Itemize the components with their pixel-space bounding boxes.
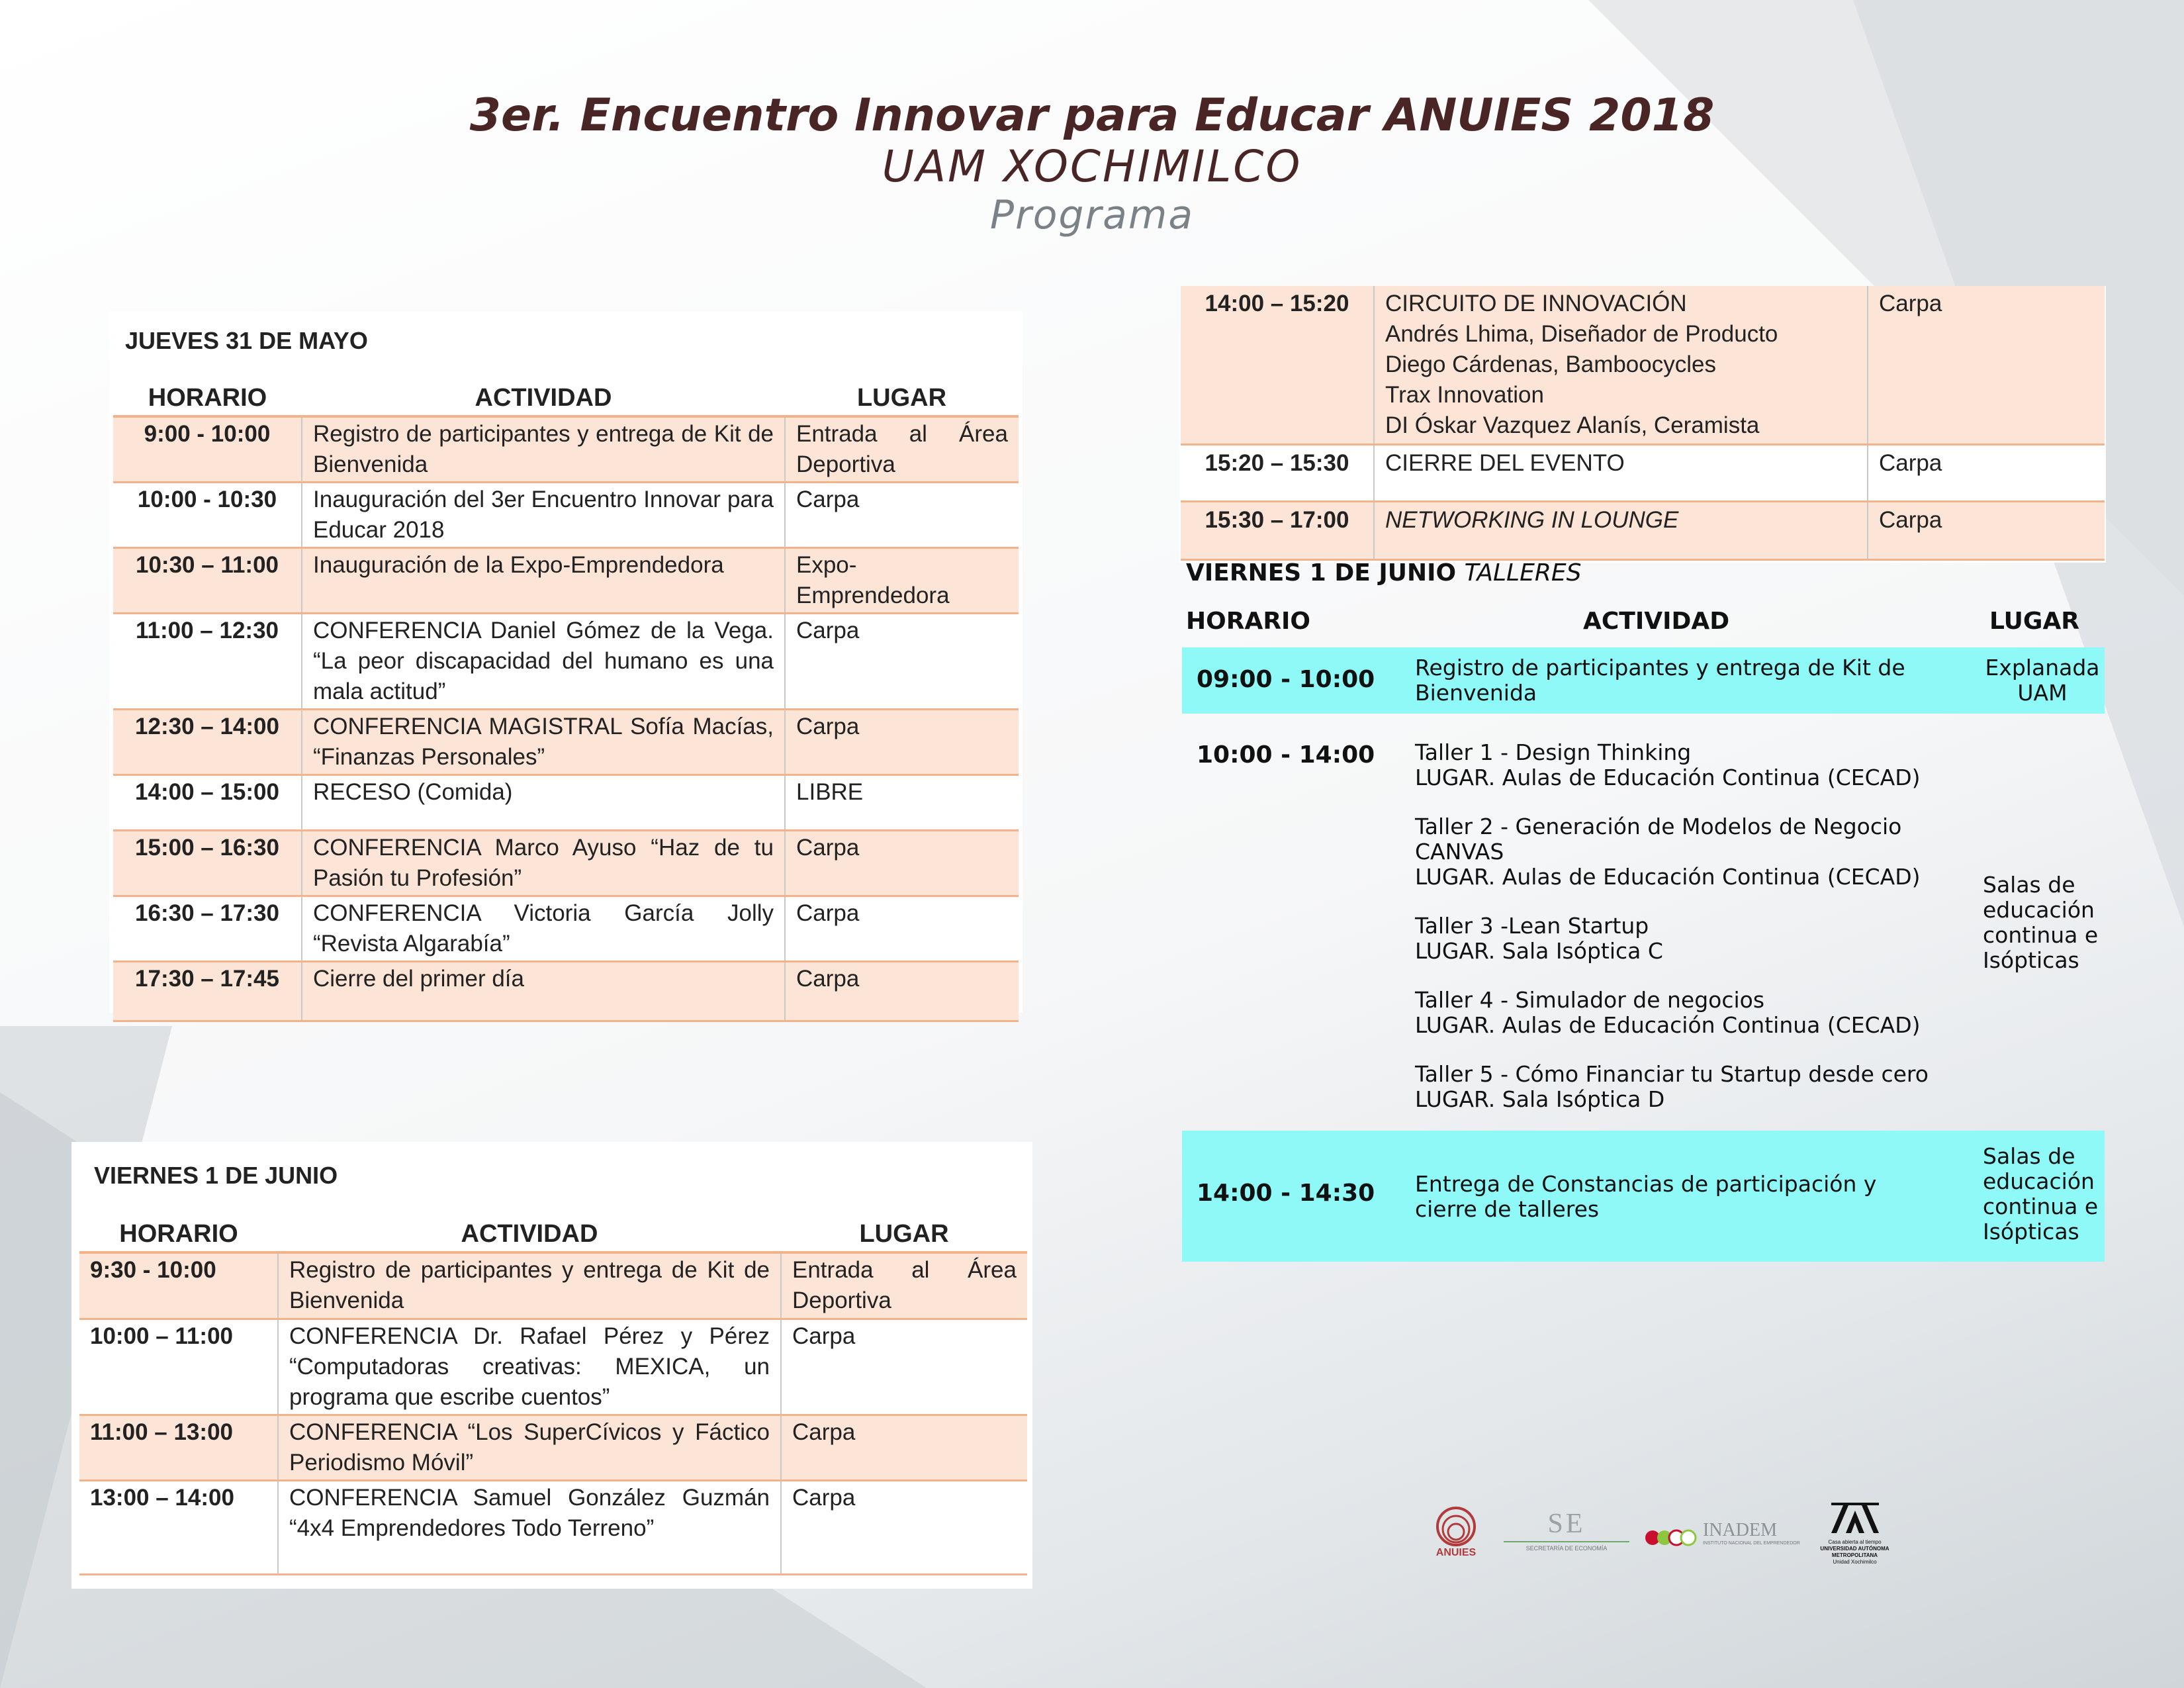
taller-line: Taller 2 - Generación de Modelos de Negocio (1415, 814, 1902, 839)
row-activity: CONFERENCIA “Los SuperCívicos y Fáctico Periodismo Móvil” (278, 1415, 781, 1480)
row-place (1983, 1144, 2102, 1244)
sponsor-logos (1430, 1503, 1893, 1575)
column-header-horario: HORARIO (113, 384, 302, 416)
row-time: 10:00 - 14:00 (1197, 741, 1375, 769)
viernes-tarde-panel (1179, 286, 2106, 563)
table-row (79, 1252, 1027, 1319)
page-header (0, 89, 2184, 239)
jueves-panel (109, 311, 1023, 1013)
row-activity: CONFERENCIA Dr. Rafael Pérez y Pérez “Computadoras creativas: MEXICA, un programa que escribe cuentos” (278, 1319, 781, 1415)
row-time: 11:00 – 12:30 (113, 614, 302, 710)
row-place: Carpa (1868, 502, 2105, 560)
row-time: 10:00 – 11:00 (79, 1319, 278, 1415)
row-activity: NETWORKING IN LOUNGE (1374, 502, 1868, 560)
column-header-lugar: LUGAR (785, 384, 1019, 416)
inadem-label: INADEM (1703, 1520, 1777, 1540)
row-activity: Registro de participantes y entrega de Kit de Bienvenida (278, 1252, 781, 1319)
taller-line: Taller 3 -Lean Startup (1415, 913, 1649, 939)
activity-line: DI Óskar Vazquez Alanís, Ceramista (1385, 412, 1760, 438)
taller-line: Taller 1 - Design Thinking (1415, 739, 1692, 765)
column-header-actividad: ACTIVIDAD (1583, 608, 1730, 635)
activity-line: Diego Cárdenas, Bamboocycles (1385, 352, 1716, 377)
table-row (113, 831, 1019, 896)
uam-logo (1817, 1503, 1893, 1566)
se-logo (1504, 1508, 1629, 1552)
taller-line: LUGAR. Aulas de Educación Continua (CECAD) (1415, 765, 1921, 790)
page-title: 3er. Encuentro Innovar para Educar ANUIES 2018 (469, 89, 1715, 142)
taller-line: LUGAR. Aulas de Educación Continua (CECAD) (1415, 864, 1921, 890)
row-time: 15:20 – 15:30 (1181, 445, 1374, 502)
row-place: Carpa (1868, 286, 2105, 445)
row-time: 09:00 - 10:00 (1197, 666, 1375, 693)
section-title-talleres (1186, 559, 2105, 586)
row-activity: Inauguración del 3er Encuentro Innovar para Educar 2018 (302, 483, 785, 548)
viernes-panel (71, 1142, 1032, 1589)
column-header-lugar: LUGAR (781, 1220, 1027, 1252)
row-activity: Inauguración de la Expo-Emprendedora (302, 548, 785, 614)
row-activity: CIERRE DEL EVENTO (1374, 445, 1868, 502)
uam-emblem-icon (1829, 1503, 1882, 1536)
row-place: Carpa (781, 1480, 1027, 1574)
row-time: 9:00 - 10:00 (113, 416, 302, 483)
talleres-day: VIERNES 1 DE JUNIO (1186, 559, 1457, 586)
row-place: Carpa (785, 614, 1019, 710)
uam-line: Unidad Xochimilco (1833, 1559, 1877, 1565)
se-label: SE (1547, 1509, 1586, 1539)
place-line: Salas de (1983, 872, 2075, 898)
column-header-horario: HORARIO (79, 1220, 278, 1252)
row-time: 16:30 – 17:30 (113, 896, 302, 962)
schedule-table-viernes (79, 1220, 1027, 1575)
row-place: Expo-Emprendedora (785, 548, 1019, 614)
column-header-lugar: LUGAR (1989, 608, 2080, 635)
row-place: Carpa (1868, 445, 2105, 502)
row-place: Entrada al Área Deportiva (781, 1252, 1027, 1319)
row-time: 13:00 – 14:00 (79, 1480, 278, 1574)
column-header-horario: HORARIO (1186, 608, 1311, 635)
table-row (113, 710, 1019, 775)
table-row (79, 1415, 1027, 1480)
taller-line: LUGAR. Sala Isóptica D (1415, 1086, 1665, 1112)
row-time: 9:30 - 10:00 (79, 1252, 278, 1319)
taller-line: CANVAS (1415, 839, 1504, 865)
row-activity: Registro de participantes y entrega de Kit de Bienvenida (1415, 655, 1905, 706)
place-line: continua e (1983, 922, 2099, 948)
row-activity: CONFERENCIA MAGISTRAL Sofía Macías, “Finanzas Personales” (302, 710, 785, 775)
table-row (113, 614, 1019, 710)
taller-item (1415, 988, 1931, 1038)
row-place: Entrada al Área Deportiva (785, 416, 1019, 483)
talleres-header-row (1182, 601, 2105, 647)
table-row (113, 962, 1019, 1021)
place-line: Salas de (1983, 1143, 2075, 1169)
se-sublabel: SECRETARÍA DE ECONOMÍA (1525, 1545, 1608, 1552)
uam-line: METROPOLITANA (1831, 1552, 1878, 1558)
row-time: 12:30 – 14:00 (113, 710, 302, 775)
se-divider (1504, 1541, 1629, 1542)
talleres-section (1182, 559, 2105, 1262)
row-activity (1374, 286, 1868, 445)
row-place (1983, 872, 2102, 973)
table-row (1181, 445, 2105, 502)
table-row (79, 1480, 1027, 1574)
row-activity: CONFERENCIA Daniel Gómez de la Vega. “La peor discapacidad del humano es una mala actitud” (302, 614, 785, 710)
taller-item (1415, 1062, 1931, 1112)
row-place (1983, 655, 2102, 706)
row-place: Carpa (785, 962, 1019, 1021)
schedule-table-viernes-tarde (1181, 286, 2105, 561)
table-row (1181, 286, 2105, 445)
row-activity: CONFERENCIA Marco Ayuso “Haz de tu Pasión tu Profesión” (302, 831, 785, 896)
table-row (113, 548, 1019, 614)
row-time: 14:00 - 14:30 (1197, 1180, 1375, 1207)
taller-line: Taller 5 - Cómo Financiar tu Startup desde cero (1415, 1061, 1929, 1087)
place-line: Explanada (1985, 655, 2100, 680)
table-header-row (113, 384, 1019, 416)
row-time: 17:30 – 17:45 (113, 962, 302, 1021)
section-title-viernes: VIERNES 1 DE JUNIO (94, 1162, 338, 1189)
inadem-sublabel: INSTITUTO NACIONAL DEL EMPRENDEDOR (1703, 1541, 1800, 1546)
inadem-circles-icon (1645, 1526, 1700, 1549)
row-place: Carpa (785, 831, 1019, 896)
table-header-row (79, 1220, 1027, 1252)
row-activity: CONFERENCIA Victoria García Jolly “Revista Algarabía” (302, 896, 785, 962)
row-activity: CONFERENCIA Samuel González Guzmán “4x4 Emprendedores Todo Terreno” (278, 1480, 781, 1574)
page-subtitle: UAM XOCHIMILCO (882, 141, 1302, 192)
taller-row-bloque (1182, 714, 2105, 1131)
column-header-actividad: ACTIVIDAD (278, 1220, 781, 1252)
taller-line: LUGAR. Sala Isóptica C (1415, 938, 1663, 964)
row-time: 11:00 – 13:00 (79, 1415, 278, 1480)
row-place: Carpa (785, 710, 1019, 775)
taller-item (1415, 740, 1931, 790)
row-activity: RECESO (Comida) (302, 775, 785, 831)
row-time: 10:00 - 10:30 (113, 483, 302, 548)
table-row (113, 416, 1019, 483)
place-line: educación (1983, 897, 2095, 923)
section-title-jueves: JUEVES 31 DE MAYO (125, 327, 368, 354)
row-time: 14:00 – 15:00 (113, 775, 302, 831)
place-line: continua e (1983, 1194, 2099, 1219)
talleres-day-suffix: TALLERES (1464, 559, 1582, 586)
row-place: Carpa (785, 896, 1019, 962)
table-row (113, 483, 1019, 548)
place-line: UAM (2017, 680, 2068, 706)
schedule-table-jueves (113, 384, 1019, 1022)
row-time: 10:30 – 11:00 (113, 548, 302, 614)
taller-item (1415, 914, 1931, 964)
row-time: 15:00 – 16:30 (113, 831, 302, 896)
anuies-label: ANUIES (1435, 1547, 1477, 1558)
table-row (113, 896, 1019, 962)
row-activity: Registro de participantes y entrega de Kit de Bienvenida (302, 416, 785, 483)
table-row (1181, 502, 2105, 560)
taller-row-cierre (1182, 1131, 2105, 1262)
activity-line: Andrés Lhima, Diseñador de Producto (1385, 321, 1778, 347)
place-line: Isópticas (1983, 947, 2079, 973)
row-activity (1415, 740, 1931, 1112)
uam-line: UNIVERSIDAD AUTÓNOMA (1820, 1546, 1889, 1552)
page-tag: Programa (989, 192, 1195, 238)
taller-row-registro (1182, 647, 2105, 714)
taller-item (1415, 814, 1931, 890)
table-row (113, 775, 1019, 831)
row-place: Carpa (785, 483, 1019, 548)
column-header-actividad: ACTIVIDAD (302, 384, 785, 416)
row-place: Carpa (781, 1415, 1027, 1480)
place-line: Isópticas (1983, 1219, 2079, 1244)
row-place: LIBRE (785, 775, 1019, 831)
table-row (79, 1319, 1027, 1415)
row-time: 14:00 – 15:20 (1181, 286, 1374, 445)
anuies-emblem-icon (1433, 1503, 1479, 1546)
row-activity: Entrega de Constancias de participación y cierre de talleres (1415, 1171, 1877, 1222)
anuies-logo (1430, 1503, 1482, 1559)
row-time: 15:30 – 17:00 (1181, 502, 1374, 560)
row-place: Carpa (781, 1319, 1027, 1415)
row-activity: Cierre del primer día (302, 962, 785, 1021)
place-line: educación (1983, 1168, 2095, 1194)
activity-line: CIRCUITO DE INNOVACIÓN (1385, 291, 1687, 316)
uam-line: Casa abierta al tiempo (1828, 1539, 1882, 1545)
taller-line: LUGAR. Aulas de Educación Continua (CECAD) (1415, 1012, 1921, 1038)
activity-line: Trax Innovation (1385, 382, 1544, 408)
taller-line: Taller 4 - Simulador de negocios (1415, 987, 1765, 1013)
